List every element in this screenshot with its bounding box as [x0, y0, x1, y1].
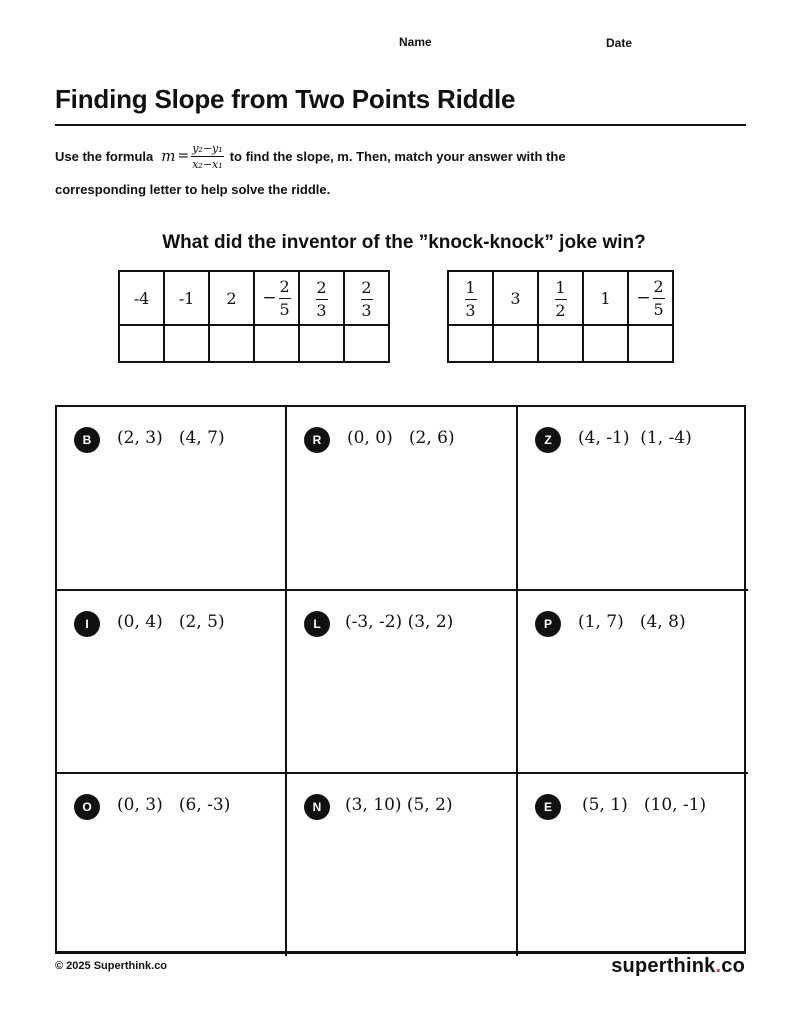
minus-sign: −: [636, 288, 651, 308]
problem-grid: [55, 405, 746, 954]
fraction-bar: [361, 299, 373, 300]
answer-blank[interactable]: [538, 325, 583, 362]
answer-value: [448, 271, 493, 325]
fraction-denominator: 5: [653, 299, 664, 319]
answer-blank[interactable]: [299, 325, 344, 362]
brand-tld: co: [721, 955, 745, 977]
copyright-text: © 2025 Superthink.co: [55, 960, 168, 972]
instructions-suffix: to find the slope, m. Then, match your answer with the: [229, 148, 566, 164]
letter-badge: O: [74, 794, 100, 820]
brand-logo: [611, 955, 745, 978]
brand-name: superthink: [611, 955, 716, 977]
problem-cell-z[interactable]: [518, 407, 748, 591]
answer-value: 2: [209, 271, 254, 325]
answer-blank[interactable]: [448, 325, 493, 362]
problem-cell-r[interactable]: [287, 407, 518, 591]
answer-table-left: [118, 270, 390, 363]
answer-blank[interactable]: [628, 325, 673, 362]
fraction-denominator: 5: [279, 299, 290, 319]
point-pair: (2, 3) (4, 7): [117, 428, 225, 448]
problem-cell-o[interactable]: [57, 774, 287, 956]
point-pair: (5, 1) (10, -1): [582, 795, 707, 815]
answer-value: -1: [164, 271, 209, 325]
answer-value: -4: [119, 271, 164, 325]
fraction-bar: [555, 299, 567, 300]
fraction-bar: [653, 298, 665, 299]
problem-cell-b[interactable]: [57, 407, 287, 591]
answer-blank[interactable]: [209, 325, 254, 362]
formula-denominator: x₂−x₁: [192, 157, 223, 171]
fraction-bar: [279, 298, 291, 299]
problem-cell-p[interactable]: [518, 591, 748, 774]
point-pair: (0, 4) (2, 5): [117, 612, 225, 632]
letter-badge: E: [535, 794, 561, 820]
fraction-denominator: 3: [316, 300, 327, 320]
point-pair: (4, -1) (1, -4): [578, 428, 692, 448]
fraction-numerator: 1: [555, 277, 566, 297]
instructions-prefix: Use the formula: [55, 148, 154, 164]
answer-value: [344, 271, 389, 325]
answer-blank[interactable]: [583, 325, 628, 362]
letter-badge: P: [535, 611, 561, 637]
answer-blank[interactable]: [164, 325, 209, 362]
point-pair: (1, 7) (4, 8): [578, 612, 686, 632]
instructions-line-1: [55, 140, 566, 172]
answer-value: [254, 271, 299, 325]
fraction-bar: [316, 299, 328, 300]
slope-formula: [161, 143, 223, 170]
letter-badge: L: [304, 611, 330, 637]
brand-dot: .: [715, 955, 722, 977]
problem-cell-i[interactable]: [57, 591, 287, 774]
instructions-line-2: corresponding letter to help solve the riddle.: [55, 182, 331, 197]
letter-badge: B: [74, 427, 100, 453]
minus-sign: −: [262, 288, 277, 308]
fraction-numerator: 2: [653, 276, 664, 296]
page-title: Finding Slope from Two Points Riddle: [55, 84, 516, 114]
fraction-denominator: 3: [465, 300, 476, 320]
answer-value: 1: [583, 271, 628, 325]
letter-badge: N: [304, 794, 330, 820]
formula-numerator: y₂−y₁: [192, 141, 223, 155]
problem-cell-l[interactable]: [287, 591, 518, 774]
letter-badge: I: [74, 611, 100, 637]
fraction-denominator: 2: [555, 300, 566, 320]
fraction-numerator: 2: [361, 277, 372, 297]
letter-badge: R: [304, 427, 330, 453]
answer-table-right: [447, 270, 674, 363]
problem-cell-n[interactable]: [287, 774, 518, 956]
answer-value: [299, 271, 344, 325]
answer-value: 3: [493, 271, 538, 325]
formula-fraction: [191, 143, 223, 170]
answer-blank[interactable]: [254, 325, 299, 362]
fraction-denominator: 3: [361, 300, 372, 320]
answer-value: [538, 271, 583, 325]
fraction-numerator: 1: [465, 277, 476, 297]
formula-variable: m: [161, 147, 176, 165]
point-pair: (3, 10) (5, 2): [345, 795, 453, 815]
fraction-numerator: 2: [279, 276, 290, 296]
fraction-numerator: 2: [316, 277, 327, 297]
letter-badge: Z: [535, 427, 561, 453]
date-label: Date: [606, 36, 633, 50]
formula-equals: =: [177, 148, 190, 164]
riddle-question: What did the inventor of the ”knock-knock” joke win?: [162, 232, 646, 253]
answer-blank[interactable]: [119, 325, 164, 362]
fraction-bar: [465, 299, 477, 300]
point-pair: (-3, -2) (3, 2): [345, 612, 454, 632]
problem-cell-e[interactable]: [518, 774, 748, 956]
point-pair: (0, 0) (2, 6): [347, 428, 455, 448]
formula-fraction-bar: [191, 156, 223, 157]
answer-value: [628, 271, 673, 325]
point-pair: (0, 3) (6, -3): [117, 795, 231, 815]
answer-blank[interactable]: [344, 325, 389, 362]
name-label: Name: [399, 35, 432, 49]
answer-blank[interactable]: [493, 325, 538, 362]
title-divider: [55, 124, 746, 126]
